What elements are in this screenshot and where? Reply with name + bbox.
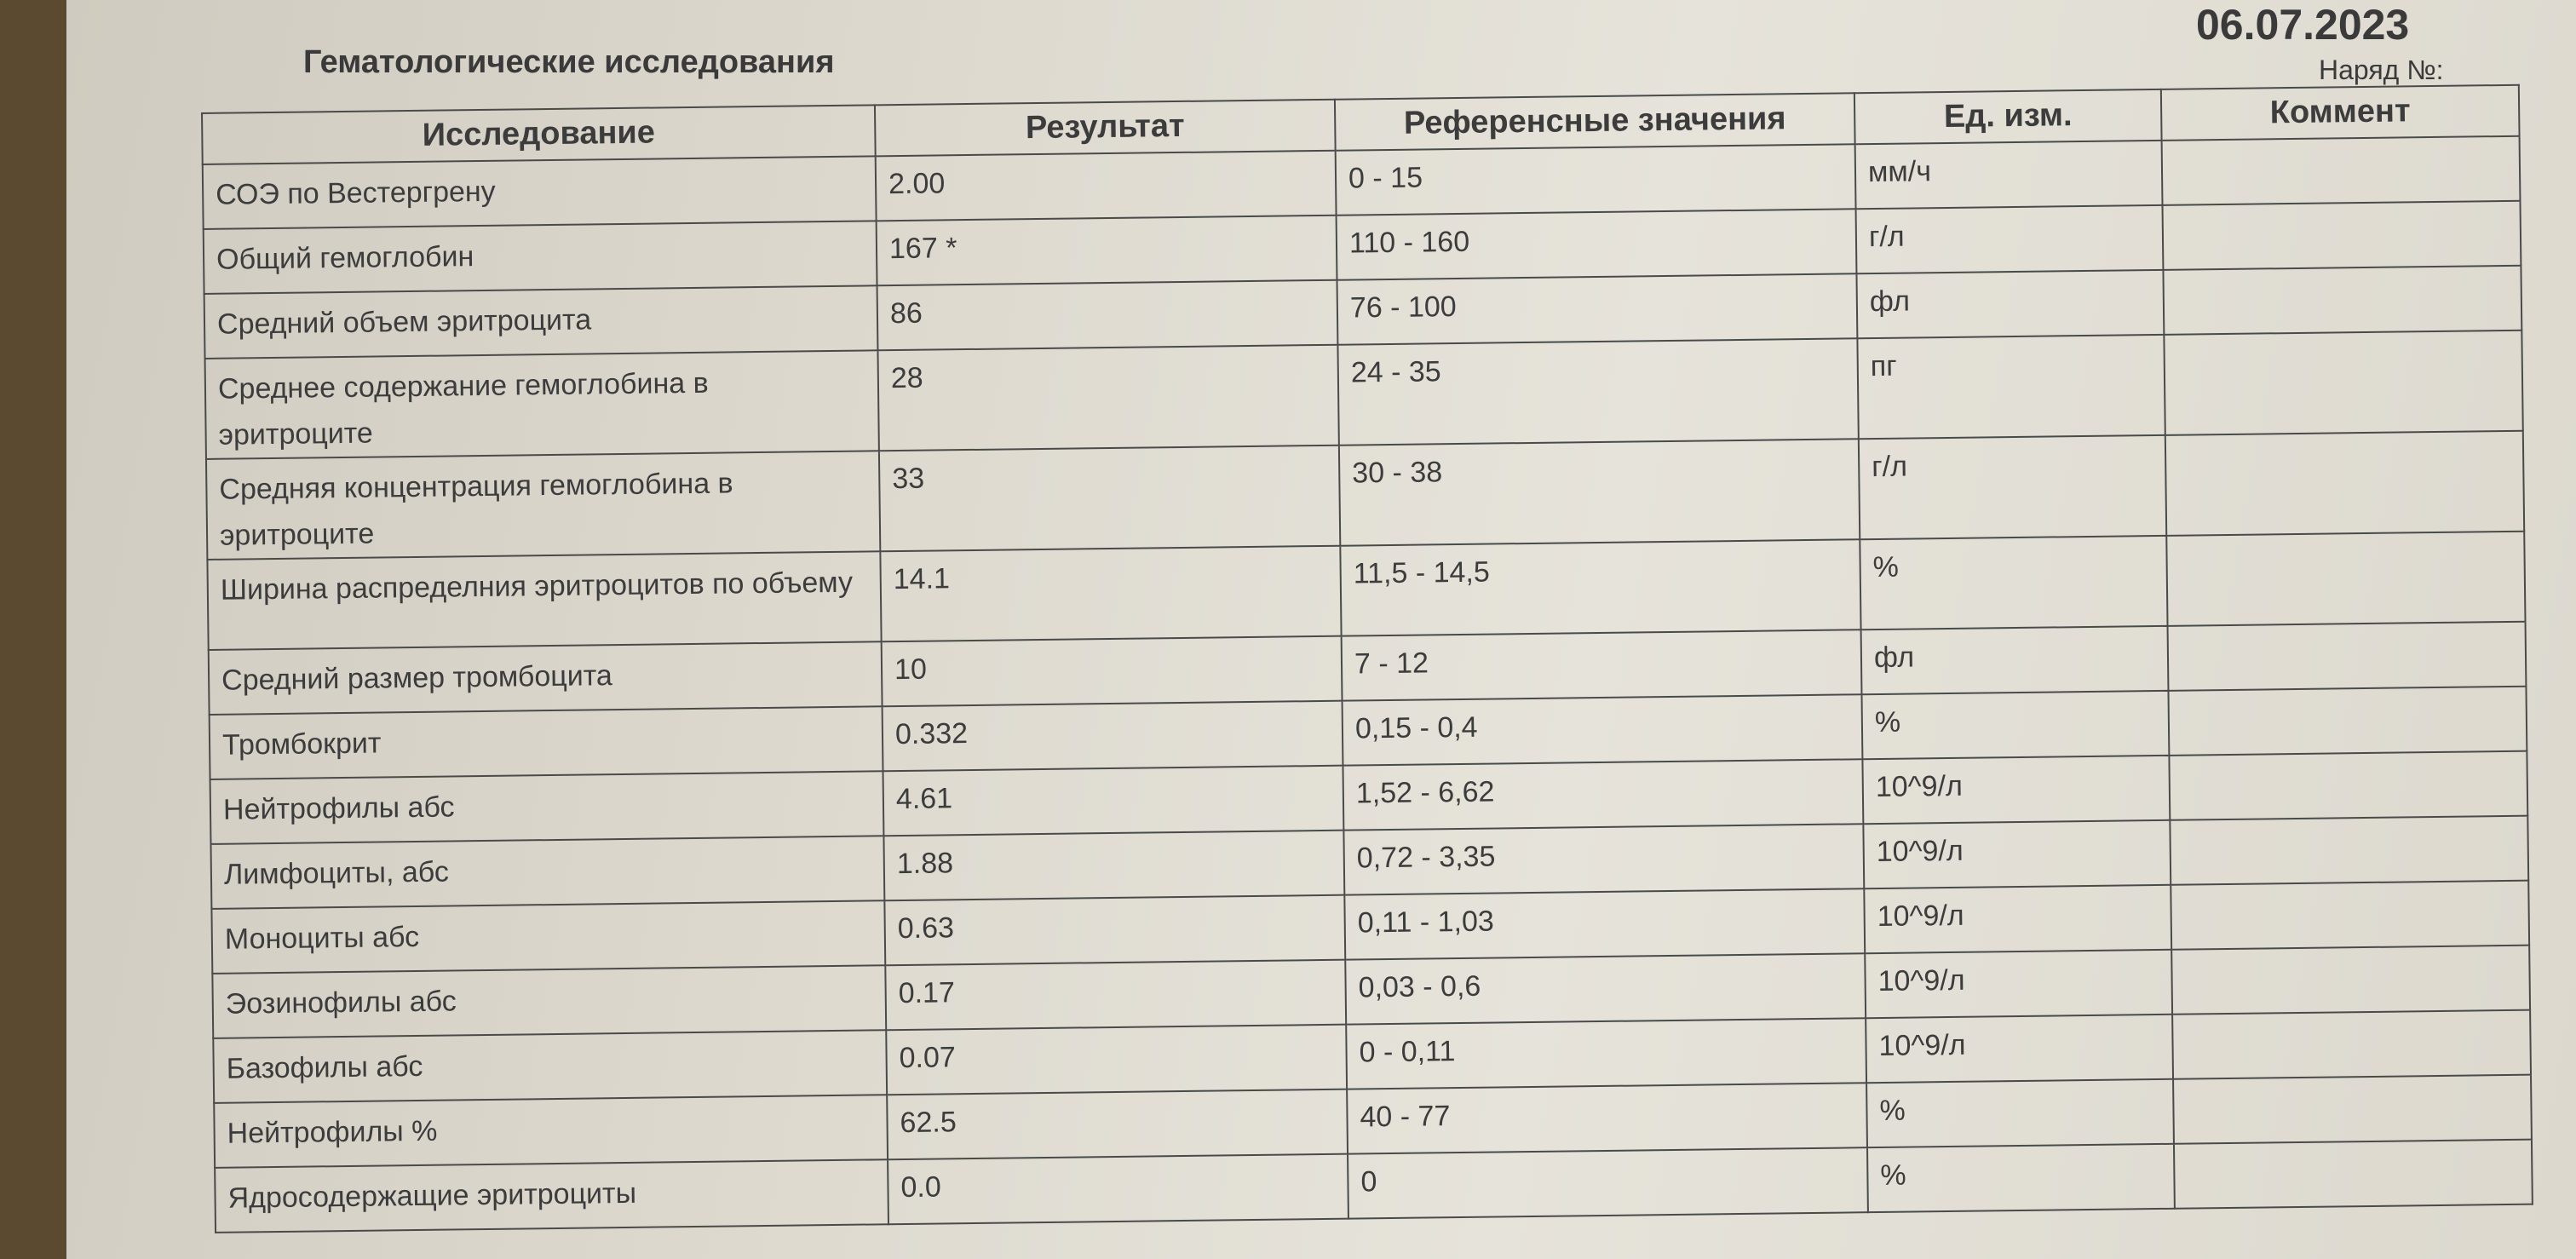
test-name: Среднее содержание гемоглобина в эритроците — [205, 350, 879, 459]
test-unit: 10^9/л — [1862, 756, 2170, 824]
test-comment — [2166, 532, 2525, 626]
test-comment — [2163, 266, 2521, 335]
test-name: Эозинофилы абс — [212, 965, 886, 1038]
test-reference: 11,5 - 14,5 — [1340, 539, 1860, 635]
test-name: Базофилы абс — [213, 1030, 887, 1103]
test-name: Средний размер тромбоцита — [209, 641, 883, 715]
test-unit: 10^9/л — [1864, 885, 2171, 953]
test-name: Ядросодержащие эритроциты — [215, 1159, 888, 1233]
test-name: Нейтрофилы % — [214, 1095, 888, 1168]
column-header-unit: Ед. изм. — [1854, 89, 2162, 144]
test-result: 28 — [877, 345, 1338, 451]
test-reference: 0,11 - 1,03 — [1344, 888, 1865, 959]
test-comment — [2168, 687, 2527, 756]
test-reference: 0 - 15 — [1336, 144, 1856, 215]
order-number-label: Наряд №: — [2319, 55, 2444, 85]
test-result: 86 — [877, 280, 1338, 351]
test-result: 10 — [882, 636, 1343, 707]
test-reference: 0 - 0,11 — [1346, 1018, 1866, 1089]
test-result: 0.63 — [884, 895, 1345, 966]
test-name: Общий гемоглобин — [204, 221, 877, 294]
test-reference: 0 — [1348, 1147, 1868, 1218]
test-comment — [2171, 946, 2530, 1015]
test-name: Моноциты абс — [211, 900, 885, 974]
test-name: СОЭ по Вестергрену — [203, 156, 877, 229]
test-comment — [2169, 751, 2527, 820]
column-header-test: Исследование — [202, 105, 876, 164]
test-reference: 1,52 - 6,62 — [1343, 759, 1863, 830]
test-unit: % — [1861, 691, 2169, 759]
test-comment — [2163, 201, 2521, 270]
test-reference: 24 - 35 — [1337, 338, 1858, 445]
test-unit: 10^9/л — [1865, 950, 2172, 1018]
test-name: Тромбокрит — [210, 706, 883, 779]
test-reference: 0,15 - 0,4 — [1343, 694, 1863, 765]
test-unit: % — [1866, 1079, 2174, 1147]
test-name: Средний объем эритроцита — [204, 285, 878, 359]
test-result: 4.61 — [883, 766, 1344, 836]
test-unit: фл — [1856, 270, 2164, 338]
test-result: 0.0 — [888, 1154, 1348, 1225]
test-unit: % — [1860, 536, 2167, 630]
test-result: 0.332 — [883, 701, 1343, 772]
test-name: Ширина распределния эритроцитов по объему — [207, 551, 881, 650]
test-comment — [2172, 1010, 2531, 1079]
test-result: 0.17 — [885, 960, 1346, 1031]
test-comment — [2165, 431, 2524, 536]
test-result: 167 * — [877, 216, 1337, 286]
test-result: 33 — [879, 446, 1340, 552]
test-unit: 10^9/л — [1863, 820, 2171, 888]
test-name: Нейтрофилы абс — [210, 771, 884, 844]
test-reference: 40 - 77 — [1347, 1083, 1867, 1153]
test-comment — [2162, 136, 2521, 205]
test-unit: пг — [1857, 335, 2165, 439]
test-name: Лимфоциты, абс — [210, 836, 884, 909]
test-comment — [2168, 622, 2527, 691]
test-unit: 10^9/л — [1866, 1015, 2173, 1083]
test-comment — [2171, 881, 2529, 950]
test-reference: 0,03 - 0,6 — [1345, 953, 1866, 1024]
test-reference: 7 - 12 — [1342, 630, 1862, 700]
test-comment — [2164, 331, 2522, 435]
test-unit: фл — [1861, 626, 2169, 694]
test-result: 14.1 — [880, 546, 1341, 642]
results-table — [201, 84, 2533, 1233]
test-unit: % — [1867, 1144, 2175, 1212]
column-header-result: Результат — [875, 100, 1336, 157]
test-reference: 0,72 - 3,35 — [1343, 824, 1864, 894]
test-name: Средняя концентрация гемоглобина в эритроците — [206, 451, 880, 560]
test-unit: г/л — [1859, 435, 2166, 539]
test-comment — [2174, 1140, 2533, 1209]
test-result: 2.00 — [876, 151, 1337, 221]
test-reference: 110 - 160 — [1337, 209, 1857, 279]
test-result: 62.5 — [887, 1089, 1348, 1160]
page-title: Гематологические исследования — [303, 44, 835, 80]
test-result: 1.88 — [883, 831, 1344, 901]
test-result: 0.07 — [886, 1025, 1347, 1095]
test-reference: 76 - 100 — [1337, 273, 1858, 344]
column-header-reference: Референсные значения — [1335, 93, 1855, 150]
test-unit: мм/ч — [1855, 141, 2163, 209]
test-comment — [2173, 1075, 2532, 1144]
test-unit: г/л — [1856, 205, 2164, 273]
test-reference: 30 - 38 — [1339, 439, 1860, 545]
column-header-comment: Коммент — [2161, 85, 2520, 141]
report-date: 06.07.2023 — [2196, 1, 2410, 49]
test-comment — [2170, 816, 2528, 885]
